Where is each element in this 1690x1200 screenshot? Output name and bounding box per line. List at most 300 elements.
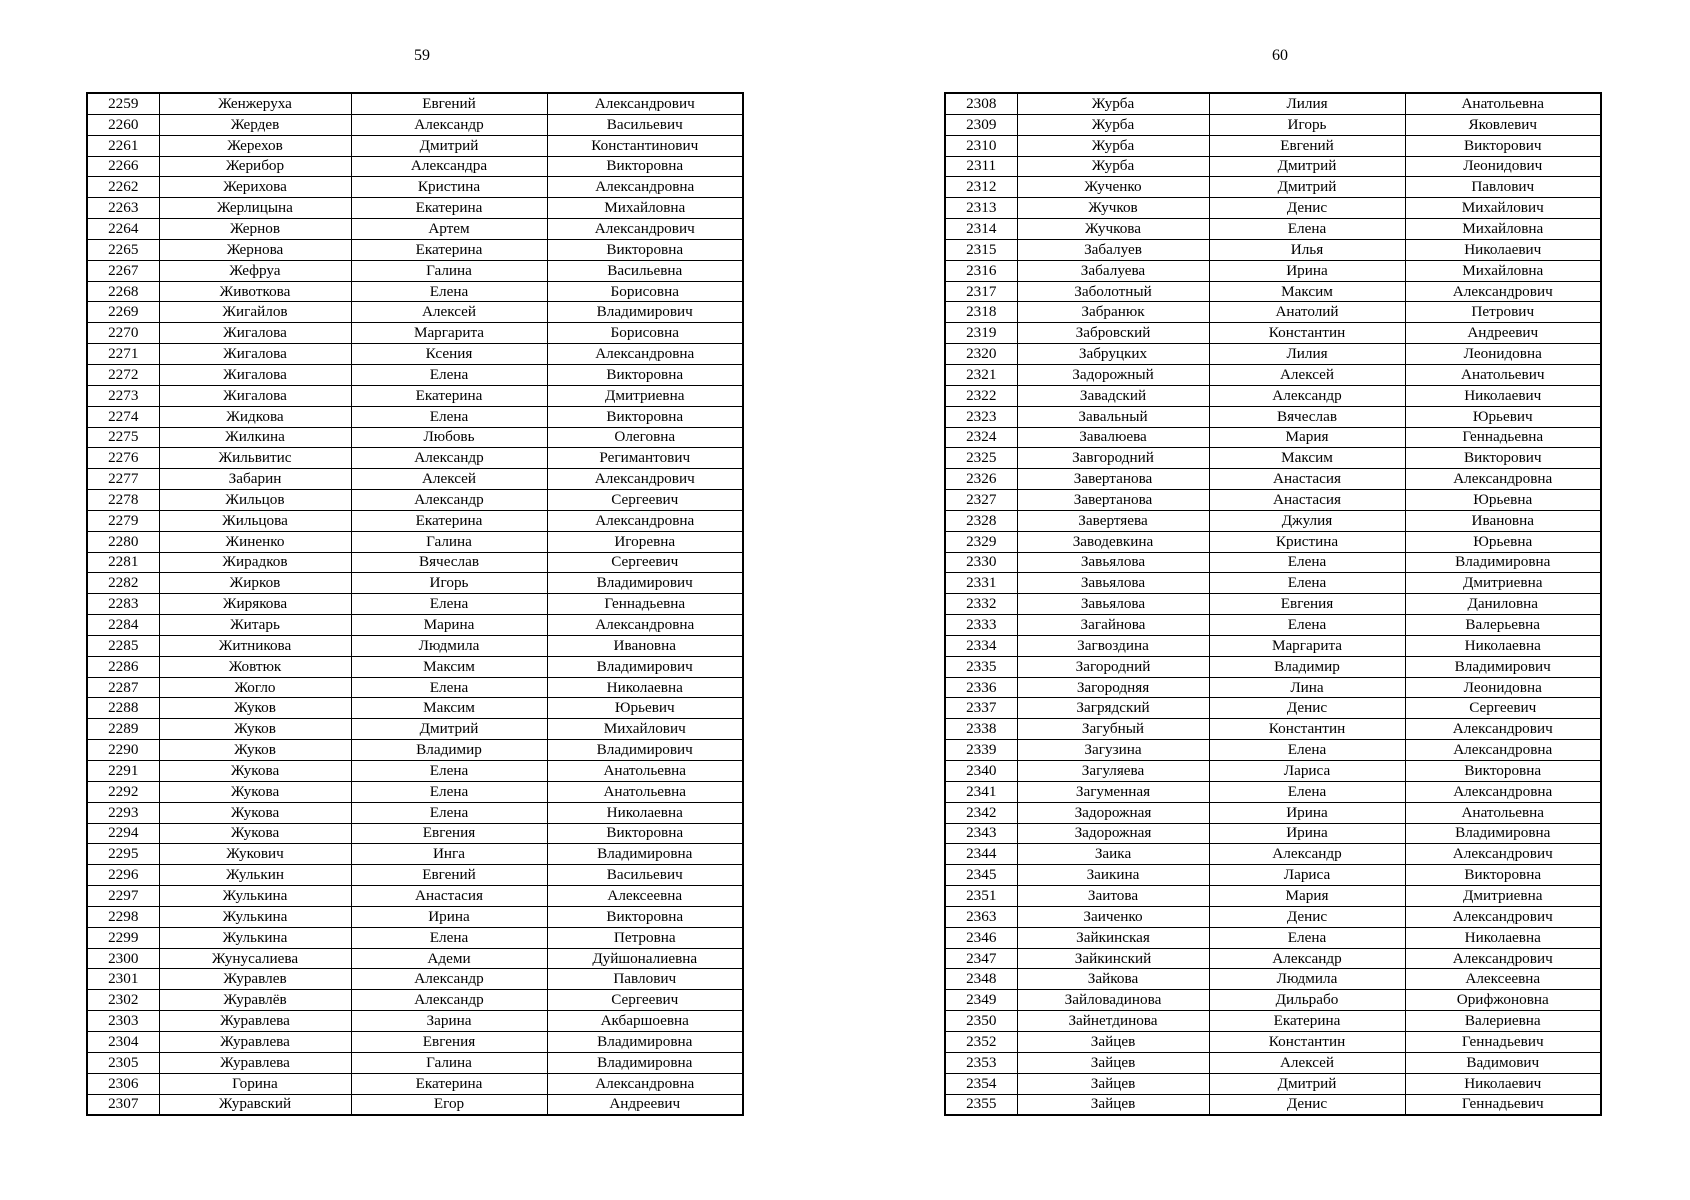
record-number-cell: 2347 bbox=[945, 948, 1017, 969]
patronymic-cell: Владимирович bbox=[1405, 656, 1601, 677]
patronymic-cell: Ивановна bbox=[547, 635, 743, 656]
record-number-cell: 2348 bbox=[945, 969, 1017, 990]
first-name-cell: Анатолий bbox=[1209, 302, 1405, 323]
first-name-cell: Кристина bbox=[1209, 531, 1405, 552]
first-name-cell: Марина bbox=[351, 615, 547, 636]
surname-cell: Завертяева bbox=[1017, 510, 1209, 531]
page-number-left: 59 bbox=[414, 47, 430, 64]
record-number-cell: 2285 bbox=[87, 635, 159, 656]
first-name-cell: Елена bbox=[1209, 573, 1405, 594]
table-row bbox=[87, 573, 743, 594]
patronymic-cell: Дмитриевна bbox=[1405, 886, 1601, 907]
record-number-cell: 2353 bbox=[945, 1052, 1017, 1073]
surname-cell: Загузина bbox=[1017, 740, 1209, 761]
surname-cell: Заикина bbox=[1017, 865, 1209, 886]
record-number-cell: 2352 bbox=[945, 1031, 1017, 1052]
first-name-cell: Максим bbox=[351, 656, 547, 677]
table-row bbox=[945, 677, 1601, 698]
record-number-cell: 2289 bbox=[87, 719, 159, 740]
record-number-cell: 2316 bbox=[945, 260, 1017, 281]
surname-cell: Женжеруха bbox=[159, 93, 351, 114]
record-number-cell: 2262 bbox=[87, 177, 159, 198]
first-name-cell: Денис bbox=[1209, 1094, 1405, 1115]
table-row bbox=[87, 469, 743, 490]
patronymic-cell: Владимировна bbox=[547, 844, 743, 865]
surname-cell: Забруцких bbox=[1017, 344, 1209, 365]
surname-cell: Задорожный bbox=[1017, 364, 1209, 385]
table-row bbox=[945, 135, 1601, 156]
surname-cell: Зайкинская bbox=[1017, 927, 1209, 948]
first-name-cell: Екатерина bbox=[1209, 1011, 1405, 1032]
first-name-cell: Елена bbox=[1209, 219, 1405, 240]
table-row bbox=[945, 239, 1601, 260]
surname-cell: Заиченко bbox=[1017, 906, 1209, 927]
table-row bbox=[945, 406, 1601, 427]
surname-cell: Жукова bbox=[159, 823, 351, 844]
first-name-cell: Анастасия bbox=[351, 886, 547, 907]
first-name-cell: Кристина bbox=[351, 177, 547, 198]
record-number-cell: 2330 bbox=[945, 552, 1017, 573]
table-row bbox=[87, 886, 743, 907]
record-number-cell: 2296 bbox=[87, 865, 159, 886]
table-row bbox=[87, 635, 743, 656]
table-row bbox=[945, 344, 1601, 365]
patronymic-cell: Алексеевна bbox=[547, 886, 743, 907]
patronymic-cell: Юрьевна bbox=[1405, 490, 1601, 511]
table-row bbox=[87, 927, 743, 948]
first-name-cell: Галина bbox=[351, 260, 547, 281]
first-name-cell: Александра bbox=[351, 156, 547, 177]
surname-cell: Журавлева bbox=[159, 1052, 351, 1073]
patronymic-cell: Владимирович bbox=[547, 573, 743, 594]
patronymic-cell: Яковлевич bbox=[1405, 114, 1601, 135]
first-name-cell: Елена bbox=[351, 364, 547, 385]
patronymic-cell: Николаевна bbox=[547, 677, 743, 698]
patronymic-cell: Николаевич bbox=[1405, 1073, 1601, 1094]
patronymic-cell: Васильевна bbox=[547, 260, 743, 281]
patronymic-cell: Юрьевна bbox=[1405, 531, 1601, 552]
patronymic-cell: Олеговна bbox=[547, 427, 743, 448]
patronymic-cell: Анатольевич bbox=[1405, 364, 1601, 385]
first-name-cell: Ирина bbox=[1209, 260, 1405, 281]
record-number-cell: 2268 bbox=[87, 281, 159, 302]
patronymic-cell: Сергеевич bbox=[547, 552, 743, 573]
table-row bbox=[945, 114, 1601, 135]
first-name-cell: Егор bbox=[351, 1094, 547, 1115]
surname-cell: Забровский bbox=[1017, 323, 1209, 344]
first-name-cell: Игорь bbox=[351, 573, 547, 594]
first-name-cell: Маргарита bbox=[351, 323, 547, 344]
first-name-cell: Елена bbox=[1209, 781, 1405, 802]
surname-cell: Забарин bbox=[159, 469, 351, 490]
surname-cell: Жернов bbox=[159, 219, 351, 240]
record-number-cell: 2317 bbox=[945, 281, 1017, 302]
surname-cell: Жучков bbox=[1017, 198, 1209, 219]
first-name-cell: Лина bbox=[1209, 677, 1405, 698]
table-row bbox=[87, 740, 743, 761]
patronymic-cell: Регимантович bbox=[547, 448, 743, 469]
patronymic-cell: Дмитриевна bbox=[547, 385, 743, 406]
surname-cell: Жукова bbox=[159, 761, 351, 782]
table-row bbox=[87, 865, 743, 886]
record-number-cell: 2309 bbox=[945, 114, 1017, 135]
table-row bbox=[945, 385, 1601, 406]
record-number-cell: 2313 bbox=[945, 198, 1017, 219]
patronymic-cell: Владимировна bbox=[1405, 552, 1601, 573]
record-number-cell: 2345 bbox=[945, 865, 1017, 886]
surname-cell: Жернова bbox=[159, 239, 351, 260]
surname-cell: Жилкина bbox=[159, 427, 351, 448]
patronymic-cell: Владимирович bbox=[547, 740, 743, 761]
table-row bbox=[945, 823, 1601, 844]
surname-cell: Завальный bbox=[1017, 406, 1209, 427]
patronymic-cell: Александровна bbox=[1405, 469, 1601, 490]
table-row bbox=[87, 677, 743, 698]
surname-cell: Зайцев bbox=[1017, 1094, 1209, 1115]
record-number-cell: 2286 bbox=[87, 656, 159, 677]
first-name-cell: Максим bbox=[1209, 281, 1405, 302]
table-row bbox=[87, 531, 743, 552]
first-name-cell: Екатерина bbox=[351, 385, 547, 406]
surname-cell: Жигайлов bbox=[159, 302, 351, 323]
table-row bbox=[945, 198, 1601, 219]
patronymic-cell: Александровна bbox=[547, 1073, 743, 1094]
table-row bbox=[87, 385, 743, 406]
record-number-cell: 2288 bbox=[87, 698, 159, 719]
first-name-cell: Елена bbox=[1209, 927, 1405, 948]
patronymic-cell: Сергеевич bbox=[1405, 698, 1601, 719]
table-row bbox=[87, 406, 743, 427]
patronymic-cell: Викторовна bbox=[1405, 761, 1601, 782]
surname-cell: Загубный bbox=[1017, 719, 1209, 740]
surname-cell: Журба bbox=[1017, 114, 1209, 135]
surname-cell: Забалуева bbox=[1017, 260, 1209, 281]
record-number-cell: 2354 bbox=[945, 1073, 1017, 1094]
table-row bbox=[945, 740, 1601, 761]
surname-cell: Заводевкина bbox=[1017, 531, 1209, 552]
first-name-cell: Джулия bbox=[1209, 510, 1405, 531]
first-name-cell: Лариса bbox=[1209, 865, 1405, 886]
patronymic-cell: Александрович bbox=[1405, 281, 1601, 302]
surname-cell: Зайкова bbox=[1017, 969, 1209, 990]
patronymic-cell: Александрович bbox=[1405, 844, 1601, 865]
patronymic-cell: Михайлович bbox=[1405, 198, 1601, 219]
surname-cell: Жильцова bbox=[159, 510, 351, 531]
record-number-cell: 2264 bbox=[87, 219, 159, 240]
record-number-cell: 2299 bbox=[87, 927, 159, 948]
first-name-cell: Александр bbox=[1209, 385, 1405, 406]
table-row bbox=[87, 656, 743, 677]
record-number-cell: 2355 bbox=[945, 1094, 1017, 1115]
first-name-cell: Артем bbox=[351, 219, 547, 240]
surname-cell: Жогло bbox=[159, 677, 351, 698]
first-name-cell: Любовь bbox=[351, 427, 547, 448]
table-row bbox=[945, 948, 1601, 969]
patronymic-cell: Николаевна bbox=[547, 802, 743, 823]
record-number-cell: 2324 bbox=[945, 427, 1017, 448]
surname-cell: Заболотный bbox=[1017, 281, 1209, 302]
first-name-cell: Елена bbox=[351, 594, 547, 615]
table-row bbox=[87, 948, 743, 969]
table-row bbox=[87, 344, 743, 365]
surname-cell: Завалюева bbox=[1017, 427, 1209, 448]
surname-cell: Жефруа bbox=[159, 260, 351, 281]
record-number-cell: 2339 bbox=[945, 740, 1017, 761]
table-row bbox=[87, 1094, 743, 1115]
first-name-cell: Галина bbox=[351, 531, 547, 552]
surname-cell: Жучкова bbox=[1017, 219, 1209, 240]
surname-cell: Журба bbox=[1017, 135, 1209, 156]
patronymic-cell: Викторовна bbox=[547, 156, 743, 177]
table-row bbox=[87, 906, 743, 927]
first-name-cell: Дмитрий bbox=[351, 135, 547, 156]
surname-cell: Задорожная bbox=[1017, 802, 1209, 823]
record-number-cell: 2331 bbox=[945, 573, 1017, 594]
surname-cell: Жиненко bbox=[159, 531, 351, 552]
record-number-cell: 2270 bbox=[87, 323, 159, 344]
surname-cell: Журавлёв bbox=[159, 990, 351, 1011]
first-name-cell: Лилия bbox=[1209, 344, 1405, 365]
surname-cell: Жигалова bbox=[159, 364, 351, 385]
record-number-cell: 2305 bbox=[87, 1052, 159, 1073]
patronymic-cell: Даниловна bbox=[1405, 594, 1601, 615]
record-number-cell: 2303 bbox=[87, 1011, 159, 1032]
patronymic-cell: Владимировна bbox=[547, 1031, 743, 1052]
record-number-cell: 2343 bbox=[945, 823, 1017, 844]
first-name-cell: Анастасия bbox=[1209, 490, 1405, 511]
table-row bbox=[87, 552, 743, 573]
patronymic-cell: Викторовна bbox=[547, 406, 743, 427]
table-row bbox=[945, 761, 1601, 782]
record-number-cell: 2297 bbox=[87, 886, 159, 907]
record-number-cell: 2291 bbox=[87, 761, 159, 782]
patronymic-cell: Васильевич bbox=[547, 114, 743, 135]
patronymic-cell: Анатольевна bbox=[1405, 802, 1601, 823]
record-number-cell: 2279 bbox=[87, 510, 159, 531]
surname-cell: Журавлева bbox=[159, 1031, 351, 1052]
first-name-cell: Максим bbox=[1209, 448, 1405, 469]
record-number-cell: 2267 bbox=[87, 260, 159, 281]
patronymic-cell: Александровна bbox=[547, 177, 743, 198]
patronymic-cell: Викторовна bbox=[547, 906, 743, 927]
table-row bbox=[87, 698, 743, 719]
first-name-cell: Екатерина bbox=[351, 1073, 547, 1094]
surname-cell: Забалуев bbox=[1017, 239, 1209, 260]
patronymic-cell: Петровна bbox=[547, 927, 743, 948]
table-row bbox=[87, 490, 743, 511]
patronymic-cell: Викторович bbox=[1405, 135, 1601, 156]
first-name-cell: Елена bbox=[351, 761, 547, 782]
record-number-cell: 2263 bbox=[87, 198, 159, 219]
first-name-cell: Дмитрий bbox=[1209, 1073, 1405, 1094]
patronymic-cell: Михайловна bbox=[1405, 219, 1601, 240]
record-number-cell: 2298 bbox=[87, 906, 159, 927]
first-name-cell: Денис bbox=[1209, 698, 1405, 719]
table-row bbox=[87, 156, 743, 177]
record-number-cell: 2273 bbox=[87, 385, 159, 406]
record-number-cell: 2320 bbox=[945, 344, 1017, 365]
patronymic-cell: Викторовна bbox=[547, 239, 743, 260]
first-name-cell: Денис bbox=[1209, 906, 1405, 927]
surname-cell: Жулькин bbox=[159, 865, 351, 886]
first-name-cell: Маргарита bbox=[1209, 635, 1405, 656]
patronymic-cell: Андреевич bbox=[1405, 323, 1601, 344]
table-row bbox=[87, 844, 743, 865]
first-name-cell: Елена bbox=[351, 406, 547, 427]
record-number-cell: 2310 bbox=[945, 135, 1017, 156]
first-name-cell: Александр bbox=[351, 490, 547, 511]
surname-cell: Жуков bbox=[159, 698, 351, 719]
surname-cell: Журавлев bbox=[159, 969, 351, 990]
table-row bbox=[87, 427, 743, 448]
table-row bbox=[945, 573, 1601, 594]
patronymic-cell: Петрович bbox=[1405, 302, 1601, 323]
surname-cell: Загуляева bbox=[1017, 761, 1209, 782]
table-row bbox=[87, 302, 743, 323]
first-name-cell: Зарина bbox=[351, 1011, 547, 1032]
patronymic-cell: Леонидович bbox=[1405, 156, 1601, 177]
record-number-cell: 2283 bbox=[87, 594, 159, 615]
first-name-cell: Константин bbox=[1209, 1031, 1405, 1052]
record-number-cell: 2259 bbox=[87, 93, 159, 114]
first-name-cell: Мария bbox=[1209, 886, 1405, 907]
surname-cell: Жидкова bbox=[159, 406, 351, 427]
first-name-cell: Лилия bbox=[1209, 93, 1405, 114]
record-number-cell: 2280 bbox=[87, 531, 159, 552]
record-number-cell: 2294 bbox=[87, 823, 159, 844]
table-row bbox=[87, 615, 743, 636]
table-row bbox=[87, 969, 743, 990]
surname-cell: Жукова bbox=[159, 802, 351, 823]
table-row bbox=[945, 1052, 1601, 1073]
first-name-cell: Евгений bbox=[351, 865, 547, 886]
first-name-cell: Мария bbox=[1209, 427, 1405, 448]
table-row bbox=[87, 761, 743, 782]
first-name-cell: Константин bbox=[1209, 719, 1405, 740]
record-number-cell: 2290 bbox=[87, 740, 159, 761]
record-number-cell: 2295 bbox=[87, 844, 159, 865]
surname-cell: Жердев bbox=[159, 114, 351, 135]
surname-cell: Жукович bbox=[159, 844, 351, 865]
record-number-cell: 2266 bbox=[87, 156, 159, 177]
record-number-cell: 2325 bbox=[945, 448, 1017, 469]
surname-cell: Зайловадинова bbox=[1017, 990, 1209, 1011]
first-name-cell: Владимир bbox=[1209, 656, 1405, 677]
record-number-cell: 2278 bbox=[87, 490, 159, 511]
record-number-cell: 2315 bbox=[945, 239, 1017, 260]
surname-cell: Жунусалиева bbox=[159, 948, 351, 969]
record-number-cell: 2314 bbox=[945, 219, 1017, 240]
first-name-cell: Алексей bbox=[351, 302, 547, 323]
patronymic-cell: Александровна bbox=[1405, 781, 1601, 802]
table-row bbox=[87, 990, 743, 1011]
surname-cell: Журба bbox=[1017, 93, 1209, 114]
register-table-left bbox=[86, 92, 744, 1116]
surname-cell: Жулькина bbox=[159, 886, 351, 907]
first-name-cell: Игорь bbox=[1209, 114, 1405, 135]
record-number-cell: 2335 bbox=[945, 656, 1017, 677]
record-number-cell: 2336 bbox=[945, 677, 1017, 698]
table-row bbox=[945, 656, 1601, 677]
patronymic-cell: Александрович bbox=[1405, 719, 1601, 740]
patronymic-cell: Николаевич bbox=[1405, 385, 1601, 406]
record-number-cell: 2281 bbox=[87, 552, 159, 573]
patronymic-cell: Валерьевна bbox=[1405, 615, 1601, 636]
patronymic-cell: Александровна bbox=[547, 510, 743, 531]
table-row bbox=[87, 802, 743, 823]
table-row bbox=[945, 1031, 1601, 1052]
first-name-cell: Александр bbox=[351, 990, 547, 1011]
table-row bbox=[945, 510, 1601, 531]
patronymic-cell: Михайловна bbox=[547, 198, 743, 219]
record-number-cell: 2287 bbox=[87, 677, 159, 698]
table-row bbox=[945, 260, 1601, 281]
table-row bbox=[87, 1073, 743, 1094]
first-name-cell: Евгений bbox=[351, 93, 547, 114]
record-number-cell: 2308 bbox=[945, 93, 1017, 114]
surname-cell: Зайцев bbox=[1017, 1031, 1209, 1052]
first-name-cell: Елена bbox=[1209, 552, 1405, 573]
first-name-cell: Евгения bbox=[1209, 594, 1405, 615]
surname-cell: Животкова bbox=[159, 281, 351, 302]
record-number-cell: 2342 bbox=[945, 802, 1017, 823]
patronymic-cell: Дмитриевна bbox=[1405, 573, 1601, 594]
patronymic-cell: Андреевич bbox=[547, 1094, 743, 1115]
register-table-right bbox=[944, 92, 1602, 1116]
table-row bbox=[945, 781, 1601, 802]
first-name-cell: Александр bbox=[351, 114, 547, 135]
record-number-cell: 2350 bbox=[945, 1011, 1017, 1032]
patronymic-cell: Александрович bbox=[1405, 906, 1601, 927]
surname-cell: Загородняя bbox=[1017, 677, 1209, 698]
table-row bbox=[945, 427, 1601, 448]
first-name-cell: Алексей bbox=[351, 469, 547, 490]
record-number-cell: 2302 bbox=[87, 990, 159, 1011]
record-number-cell: 2272 bbox=[87, 364, 159, 385]
record-number-cell: 2304 bbox=[87, 1031, 159, 1052]
record-number-cell: 2340 bbox=[945, 761, 1017, 782]
table-row bbox=[945, 156, 1601, 177]
patronymic-cell: Анатольевна bbox=[547, 781, 743, 802]
first-name-cell: Людмила bbox=[1209, 969, 1405, 990]
table-row bbox=[87, 781, 743, 802]
record-number-cell: 2275 bbox=[87, 427, 159, 448]
table-row bbox=[945, 552, 1601, 573]
table-row bbox=[87, 114, 743, 135]
table-row bbox=[87, 364, 743, 385]
table-row bbox=[87, 510, 743, 531]
first-name-cell: Дмитрий bbox=[1209, 177, 1405, 198]
first-name-cell: Елена bbox=[351, 927, 547, 948]
patronymic-cell: Акбаршоевна bbox=[547, 1011, 743, 1032]
surname-cell: Жовтюк bbox=[159, 656, 351, 677]
record-number-cell: 2319 bbox=[945, 323, 1017, 344]
first-name-cell: Илья bbox=[1209, 239, 1405, 260]
surname-cell: Завьялова bbox=[1017, 594, 1209, 615]
record-number-cell: 2349 bbox=[945, 990, 1017, 1011]
patronymic-cell: Владимировна bbox=[1405, 823, 1601, 844]
first-name-cell: Адеми bbox=[351, 948, 547, 969]
first-name-cell: Анастасия bbox=[1209, 469, 1405, 490]
surname-cell: Загрядский bbox=[1017, 698, 1209, 719]
record-number-cell: 2328 bbox=[945, 510, 1017, 531]
first-name-cell: Лариса bbox=[1209, 761, 1405, 782]
record-number-cell: 2271 bbox=[87, 344, 159, 365]
table-row bbox=[87, 823, 743, 844]
first-name-cell: Людмила bbox=[351, 635, 547, 656]
record-number-cell: 2312 bbox=[945, 177, 1017, 198]
surname-cell: Журавский bbox=[159, 1094, 351, 1115]
